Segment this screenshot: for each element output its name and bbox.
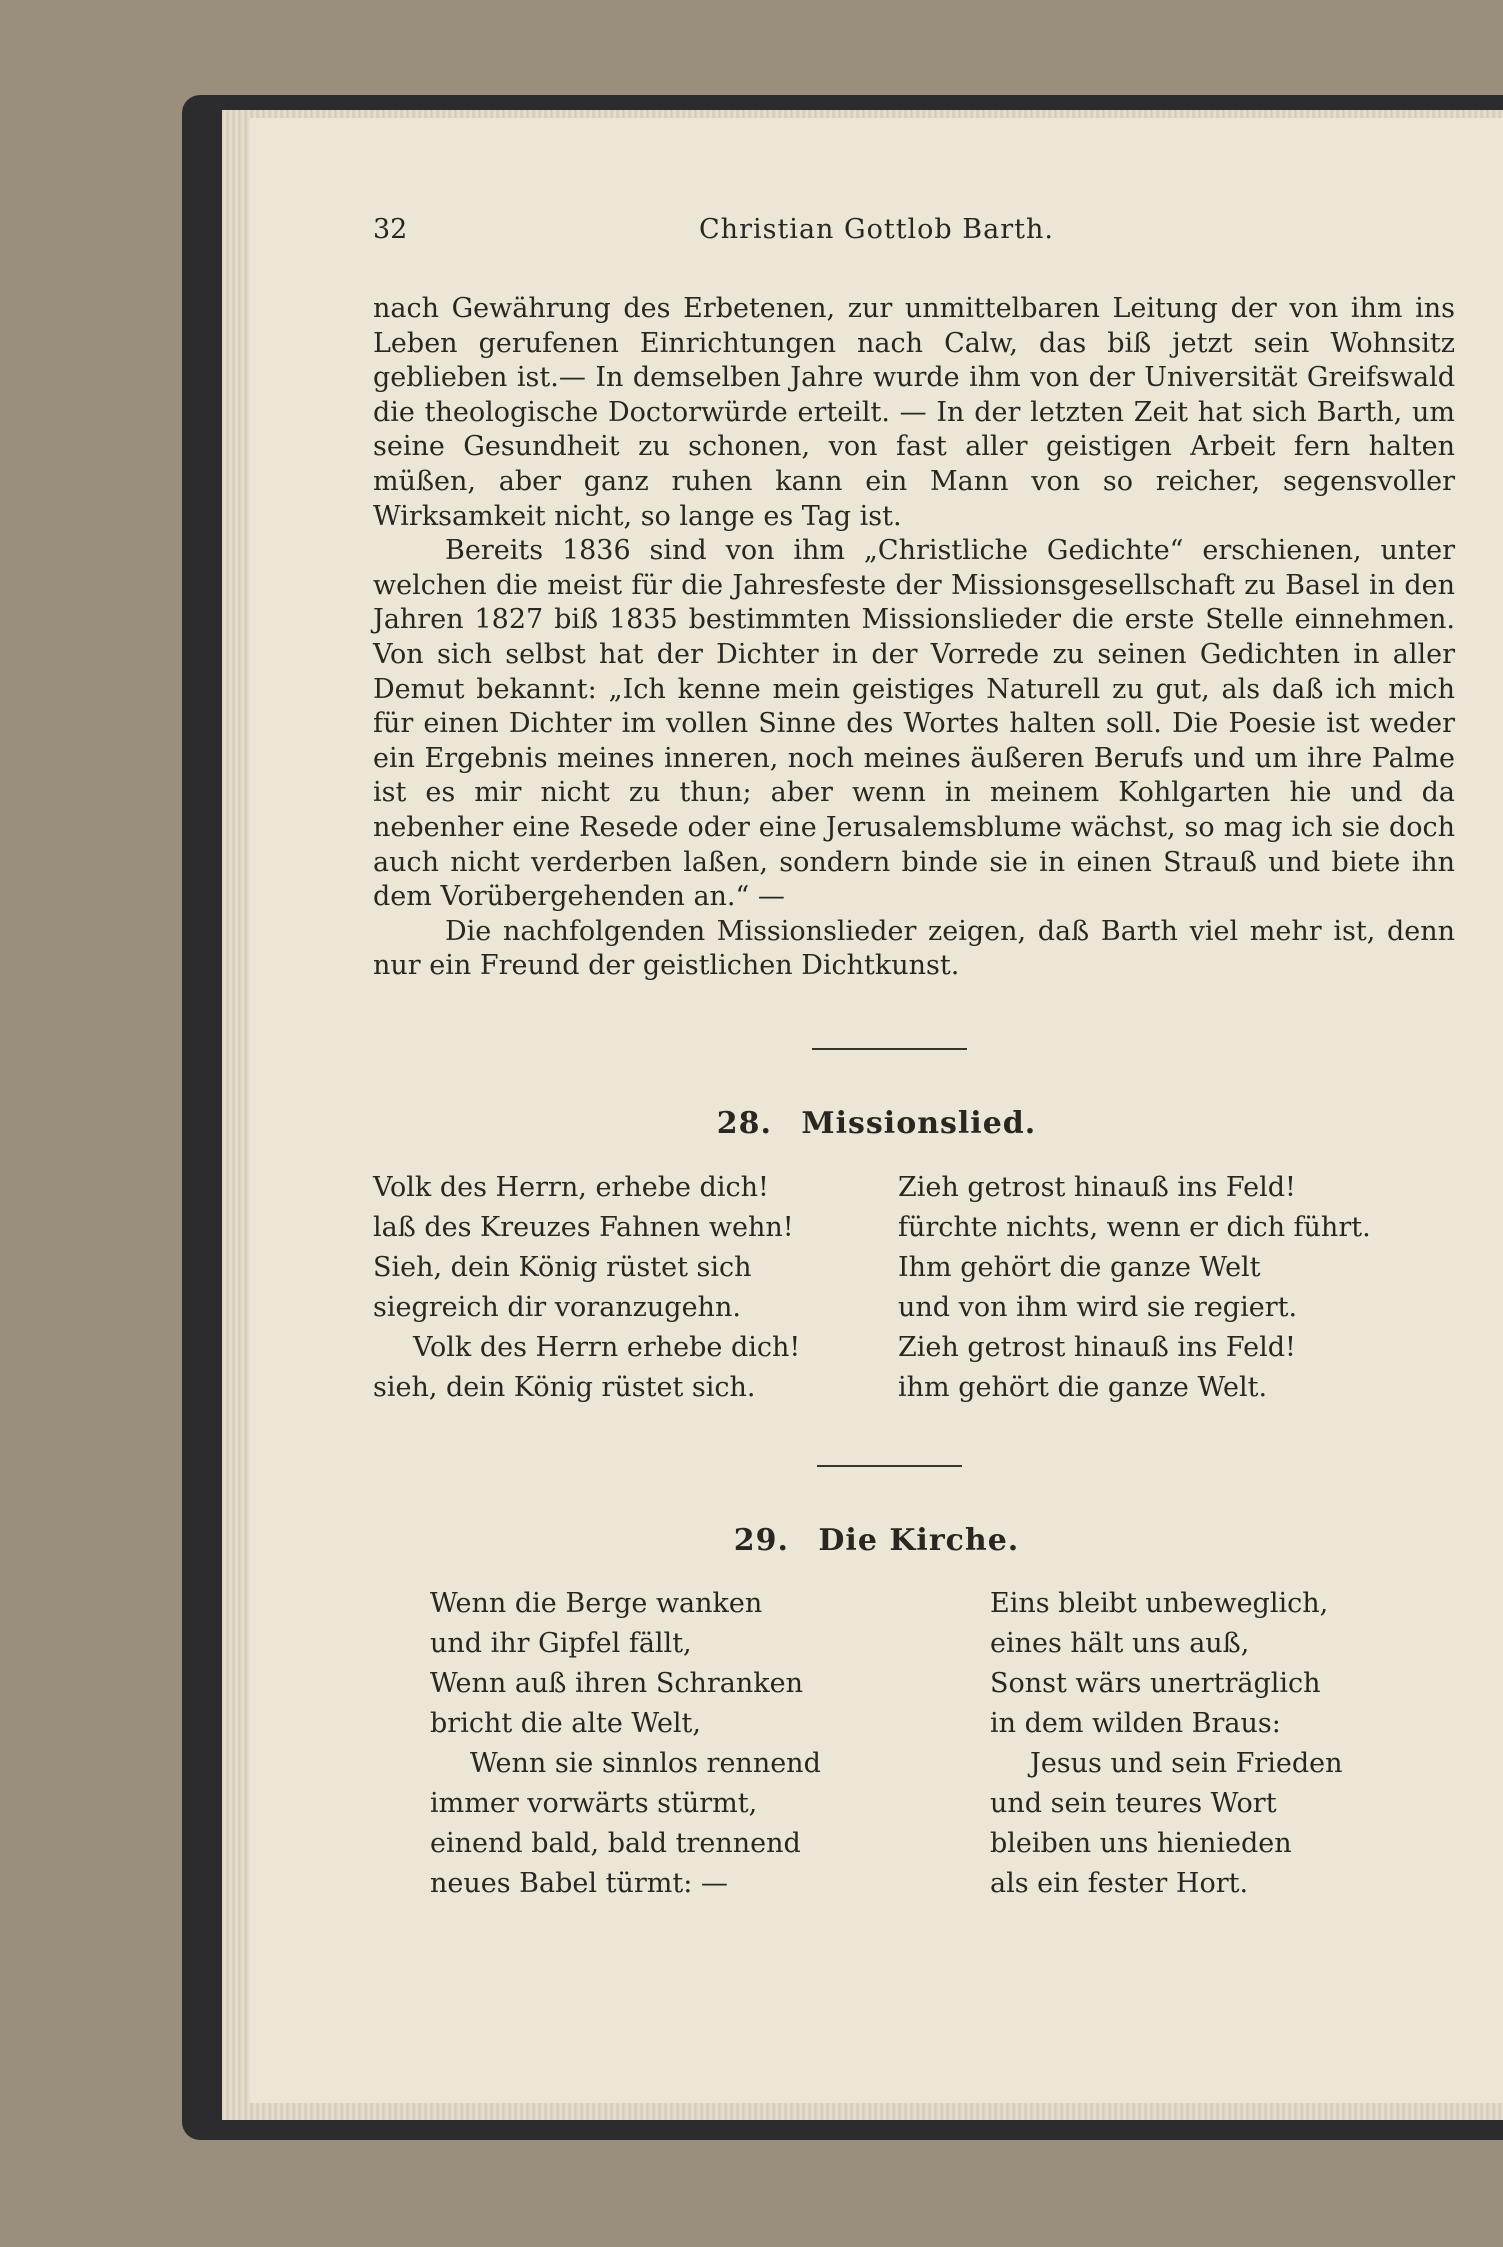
verse-line: Sieh, dein König rüstet sich (373, 1252, 752, 1283)
verse-line: und sein teures Wort (990, 1788, 1277, 1819)
book-page (250, 118, 1503, 2103)
verse-line: und ihr Gipfel fällt, (430, 1628, 692, 1659)
verse-line: einend bald, bald trennend (430, 1828, 801, 1859)
verse-right (990, 1584, 1342, 1904)
verse-line: Sonst wärs unerträglich (990, 1668, 1321, 1699)
verse-line: Zieh getrost hinauß ins Feld! (898, 1172, 1296, 1203)
page-number: 32 (373, 214, 408, 245)
verse-line: in dem wilden Braus: (990, 1708, 1281, 1739)
section-divider (812, 1048, 967, 1050)
biography-text (373, 292, 1455, 984)
verse-line: Wenn sie sinnlos rennend (470, 1748, 821, 1779)
paragraph: Bereits 1836 sind von ihm „Christliche Gedichte“ erschienen, unter welchen die meist für die Jahresfeste der Missionsgesellschaft zu Basel in den Jahren 1827 biß 1835 bestimmten Missionslieder die erste Stelle einnehmen. Von sich selbst hat der Dichter in der Vorrede zu seinen Gedichten in aller Demut bekannt: „Ich kenne mein geistiges Naturell zu gut, als daß ich mich für einen Dichter im vollen Sinne des Wortes halten soll. Die Poesie ist weder ein Ergebnis meines inneren, noch meines äußeren Berufs und um ihre Palme ist es mir nicht zu thun; aber wenn in meinem Kohlgarten hie und da nebenher eine Resede oder eine Jerusalemsblume wächst, so mag ich sie doch auch nicht verderben laßen, sondern binde sie in einen Strauß und biete ihn dem Vorübergehenden an.“ — (373, 535, 1455, 913)
verse-line: eines hält uns auß, (990, 1628, 1250, 1659)
paragraph: Die nachfolgenden Missionslieder zeigen, daß Barth viel mehr ist, denn nur ein Freund der geistlichen Dichtkunst. (373, 915, 1455, 982)
verse-line: Ihm gehört die ganze Welt (898, 1252, 1261, 1283)
verse-right (898, 1168, 1371, 1408)
verse-line: Volk des Herrn, erhebe dich! (373, 1172, 769, 1203)
song-title: Die Kirche. (818, 1523, 1020, 1558)
verse-line: fürchte nichts, wenn er dich führt. (898, 1212, 1371, 1243)
verse-left (373, 1168, 800, 1408)
running-head: Christian Gottlob Barth. (699, 214, 1054, 245)
verse-left (430, 1584, 821, 1904)
song-heading (250, 1106, 1503, 1141)
verse-line: bleiben uns hienieden (990, 1828, 1292, 1859)
verse-line: bricht die alte Welt, (430, 1708, 701, 1739)
page-header (250, 214, 1503, 264)
song-number: 29. (733, 1523, 789, 1558)
verse-line: Zieh getrost hinauß ins Feld! (898, 1332, 1296, 1363)
song-number: 28. (716, 1106, 772, 1141)
song-heading (250, 1523, 1503, 1558)
verse-line: sieh, dein König rüstet sich. (373, 1372, 756, 1403)
verse-line: Jesus und sein Frieden (1030, 1748, 1343, 1779)
section-divider (817, 1465, 962, 1467)
verse-line: als ein fester Hort. (990, 1868, 1249, 1899)
verse-line: und von ihm wird sie regiert. (898, 1292, 1298, 1323)
verse-line: neues Babel türmt: — (430, 1868, 728, 1899)
verse-line: ihm gehört die ganze Welt. (898, 1372, 1268, 1403)
verse-line: immer vorwärts stürmt, (430, 1788, 758, 1819)
verse-line: Wenn auß ihren Schranken (430, 1668, 804, 1699)
verse-line: siegreich dir voranzugehn. (373, 1292, 741, 1323)
song-title: Missionslied. (801, 1106, 1037, 1141)
verse-line: Volk des Herrn erhebe dich! (413, 1332, 801, 1363)
verse-line: laß des Kreuzes Fahnen wehn! (373, 1212, 794, 1243)
paragraph: nach Gewährung des Erbetenen, zur unmittelbaren Leitung der von ihm ins Leben gerufenen Einrichtungen nach Calw, das biß jetzt sein Wohnsitz geblieben ist.— In demselben Jahre wurde ihm von der Universität Greifswald die theologische Doctorwürde erteilt. — In der letzten Zeit hat sich Barth, um seine Gesundheit zu schonen, von fast aller geistigen Arbeit fern halten müßen, aber ganz ruhen kann ein Mann von so reicher, segensvoller Wirksamkeit nicht, so lange es Tag ist. (373, 293, 1455, 532)
verse-line: Wenn die Berge wanken (430, 1588, 763, 1619)
verse-line: Eins bleibt unbeweglich, (990, 1588, 1329, 1619)
